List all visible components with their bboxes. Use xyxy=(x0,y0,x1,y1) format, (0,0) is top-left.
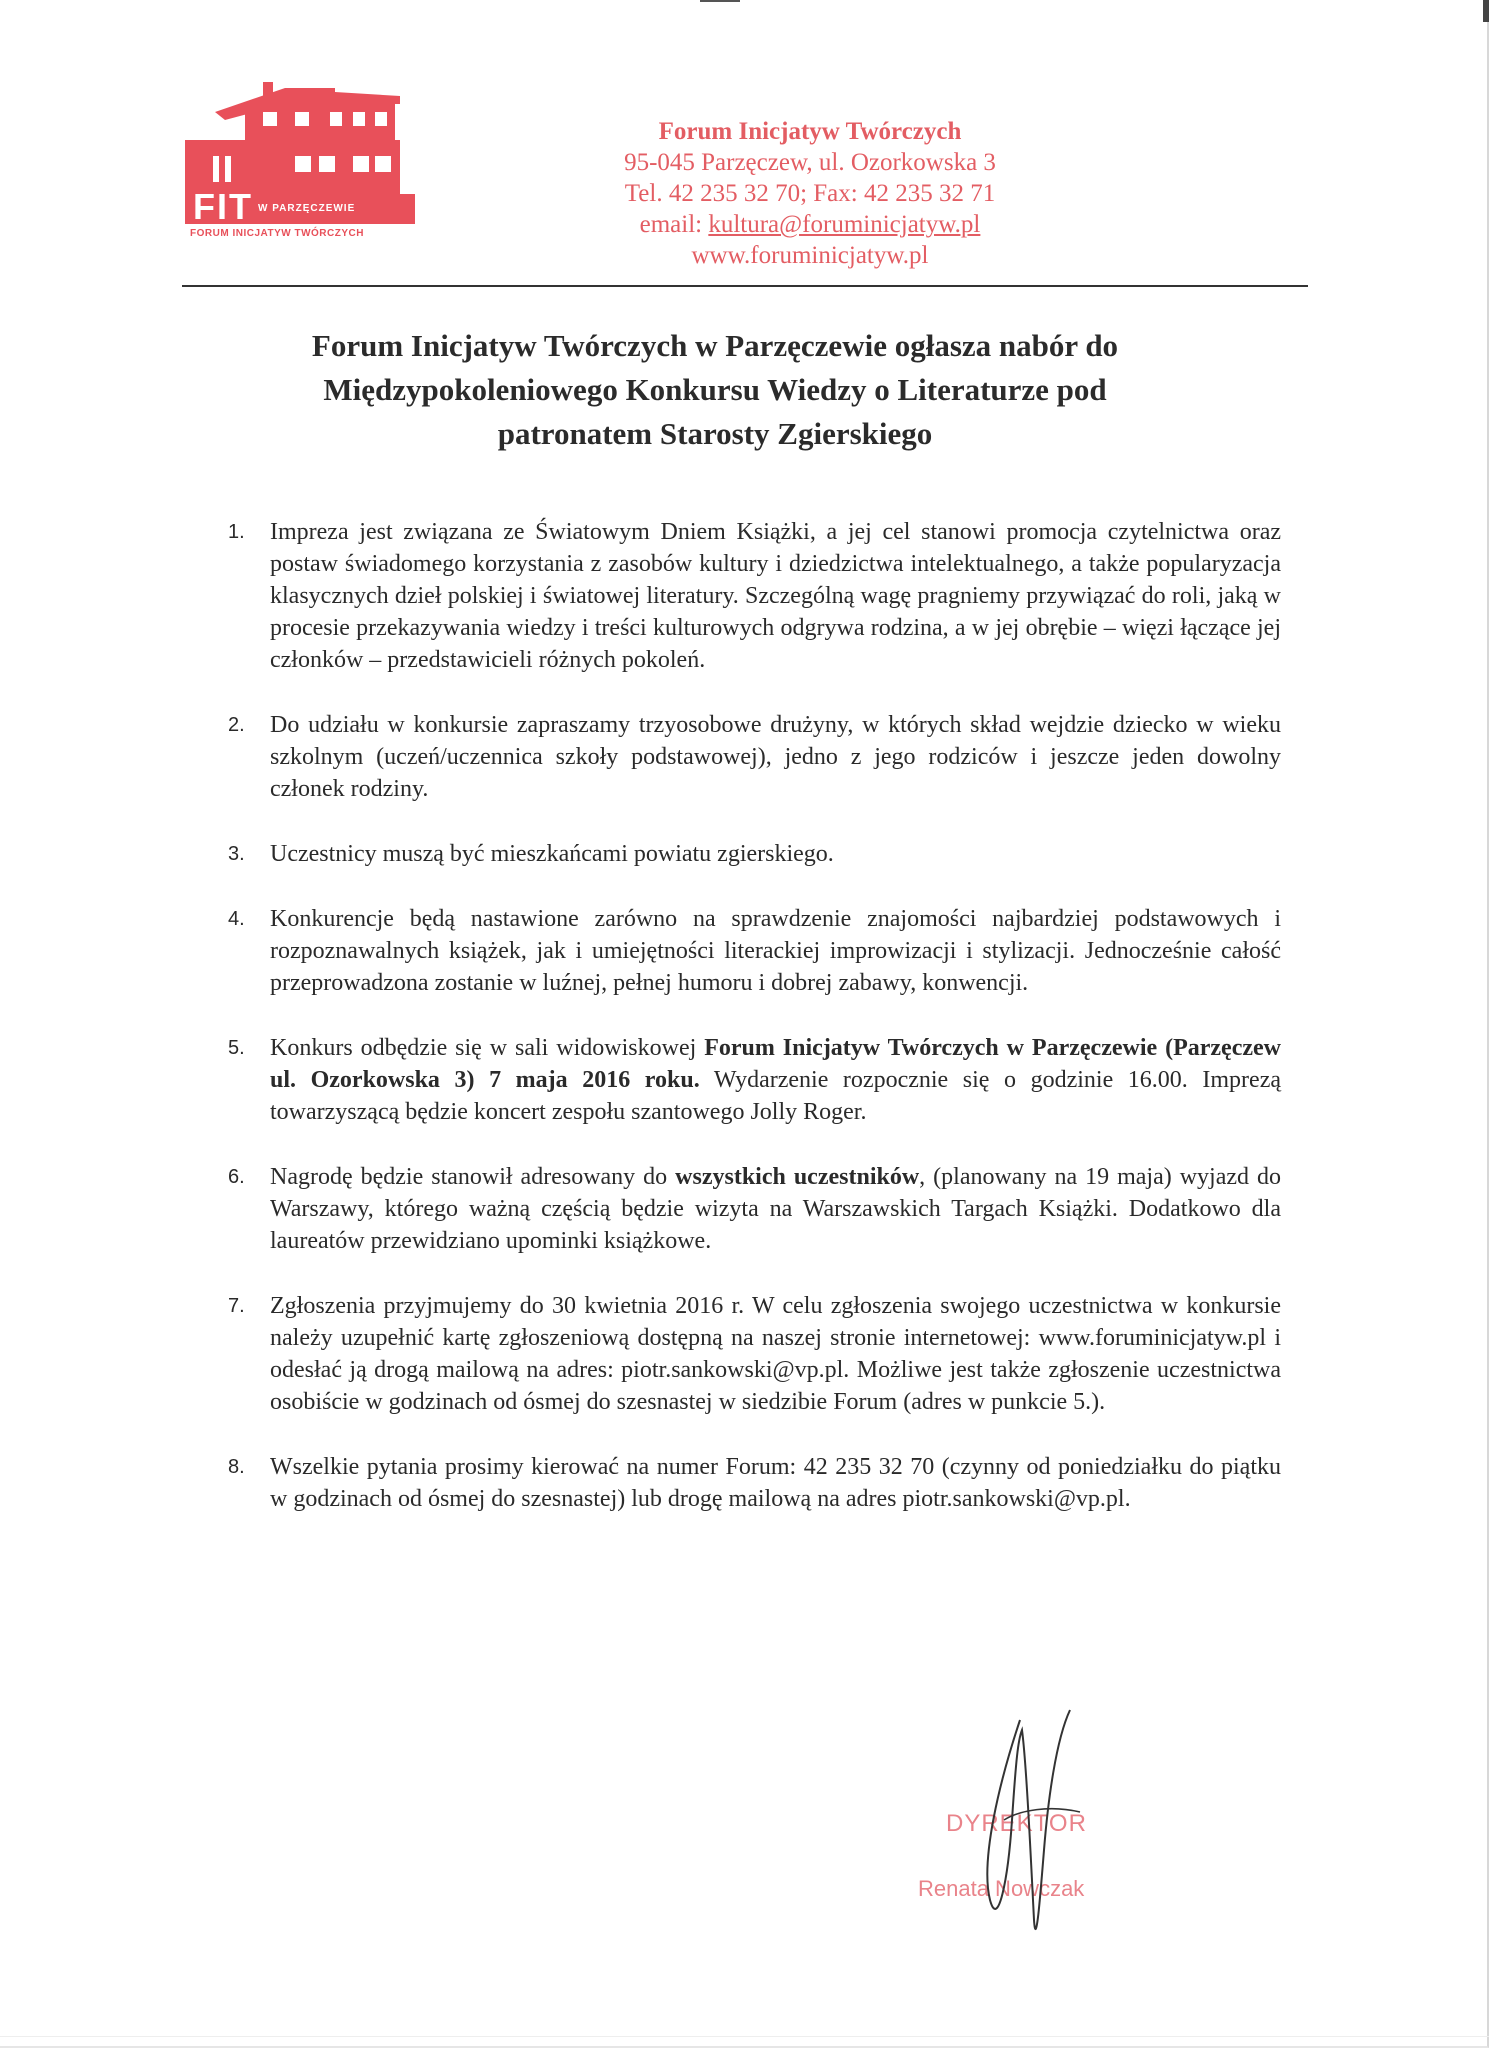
item-number: 1. xyxy=(228,521,245,543)
item-text xyxy=(270,1032,1281,1128)
item-text-bold: wszystkich uczestników xyxy=(675,1164,920,1190)
letterhead-email-line xyxy=(600,209,1020,240)
title-line-3: patronatem Starosty Zgierskiego xyxy=(497,416,933,451)
stamp-name: Renata Nowczak xyxy=(918,1876,1085,1901)
item-text-part: Wydarzenie rozpocznie się o godzinie 16.00. Imprezą towarzyszącą będzie koncert zespołu szantowego Jolly Roger. xyxy=(270,1067,1281,1125)
email-label: email: xyxy=(639,211,709,238)
title-line-1: Forum Inicjatyw Twórczych w Parzęczewie ogłasza nabór do xyxy=(311,328,1119,363)
item-text: Zgłoszenia przyjmujemy do 30 kwietnia 2016 r. W celu zgłoszenia swojego uczestnictwa w konkursie należy uzupełnić kartę zgłoszeniową dostępną na naszej stronie internetowej: www.foruminicjatyw.pl i odesłać ją drogą mailową na adres: piotr.sankowski@vp.pl. Możliwe jest także zgłoszenie uczestnictwa osobiście w godzinach od ósmej do szesnastej w siedzibie Forum (adres w punkcie 5.). xyxy=(270,1293,1281,1415)
item-text-part: Konkurs odbędzie się w sali widowiskowej xyxy=(270,1035,705,1061)
item-text-part: , (planowany na 19 maja) wyjazd do Warszawy, którego ważną częścią będzie wizyta na Warszawskich Targach Książki. Dodatkowo dla laureatów przewidziano upominki książkowe. xyxy=(270,1164,1282,1254)
list-item xyxy=(228,838,1281,870)
document-title xyxy=(230,324,1200,456)
letterhead-contact xyxy=(600,116,1020,271)
handwritten-signature-icon xyxy=(960,1700,1100,1960)
list-item xyxy=(228,903,1281,999)
logo-caption: FORUM INICJATYW TWÓRCZYCH xyxy=(190,228,364,239)
title-line-2: Międzypokoleniowego Konkursu Wiedzy o Literaturze pod xyxy=(323,372,1107,407)
list-item xyxy=(228,709,1281,805)
item-text: Do udziału w konkursie zapraszamy trzyosobowe drużyny, w których skład wejdzie dziecko w wieku szkolnym (uczeń/uczennica szkoły podstawowej), jedno z jego rodziców i jeszcze jeden dowolny członek rodziny. xyxy=(270,712,1281,802)
stamp-title: DYREKTOR xyxy=(946,1810,1087,1837)
list-item xyxy=(228,516,1281,676)
letterhead-divider xyxy=(182,285,1308,287)
list-item xyxy=(228,1451,1281,1515)
scan-mark-right xyxy=(1483,0,1489,22)
rules-list xyxy=(228,516,1281,1515)
list-item xyxy=(228,1032,1281,1128)
list-item xyxy=(228,1290,1281,1418)
item-text-bold: Forum Inicjatyw Twórczych w Parzęczewie (Parzęczew ul. Ozorkowska 3) 7 maja 2016 roku. xyxy=(270,1035,1281,1093)
item-number: 5. xyxy=(228,1037,245,1059)
item-number: 2. xyxy=(228,714,245,736)
item-number: 8. xyxy=(228,1456,245,1478)
item-number: 6. xyxy=(228,1166,245,1188)
logo-brand: FIT xyxy=(193,186,253,227)
item-number: 4. xyxy=(228,908,245,930)
letterhead-organization: Forum Inicjatyw Twórczych xyxy=(658,118,962,145)
letterhead-phone: Tel. 42 235 32 70; Fax: 42 235 32 71 xyxy=(624,180,996,207)
item-text: Wszelkie pytania prosimy kierować na numer Forum: 42 235 32 70 (czynny od poniedziałku do piątku w godzinach od ósmej do szesnastej) lub drogę mailową na adres piotr.sankowski@vp.pl. xyxy=(270,1454,1281,1512)
item-number: 3. xyxy=(228,843,245,865)
logo-tagline: W PARZĘCZEWIE xyxy=(258,203,356,214)
item-number: 7. xyxy=(228,1295,245,1317)
item-text: Impreza jest związana ze Światowym Dniem Książki, a jej cel stanowi promocja czytelnictwa oraz postaw świadomego korzystania z zasobów kultury i dziedzictwa intelektualnego, a także popularyzacja klasycznych dzieł polskiej i światowej literatury. Szczególną wagę pragniemy przywiązać do roli, jaką w procesie przekazywania wiedzy i treści kulturowych odgrywa rodzina, a w jej obrębie – więzi łączące jej członków – przedstawicieli różnych pokoleń. xyxy=(270,519,1281,673)
item-text: Uczestnicy muszą być mieszkańcami powiatu zgierskiego. xyxy=(270,841,834,867)
item-text xyxy=(270,1161,1281,1257)
item-text: Konkurencje będą nastawione zarówno na sprawdzenie znajomości najbardziej podstawowych i rozpoznawalnych książek, jak i umiejętności literackiej improwizacji i stylizacji. Jednocześnie całość przeprowadzona zostanie w luźnej, pełnej humoru i dobrej zabawy, konwencji. xyxy=(270,906,1281,996)
list-item xyxy=(228,1161,1281,1257)
item-text-part: Nagrodę będzie stanowił adresowany do xyxy=(270,1164,676,1190)
letterhead-website[interactable]: www.foruminicjatyw.pl xyxy=(691,242,929,269)
letterhead-address: 95-045 Parzęczew, ul. Ozorkowska 3 xyxy=(624,149,996,176)
scan-mark-top xyxy=(700,0,740,2)
scan-bottom-edge xyxy=(0,2036,1489,2037)
email-link[interactable]: kultura@foruminicjatyw.pl xyxy=(708,211,981,238)
